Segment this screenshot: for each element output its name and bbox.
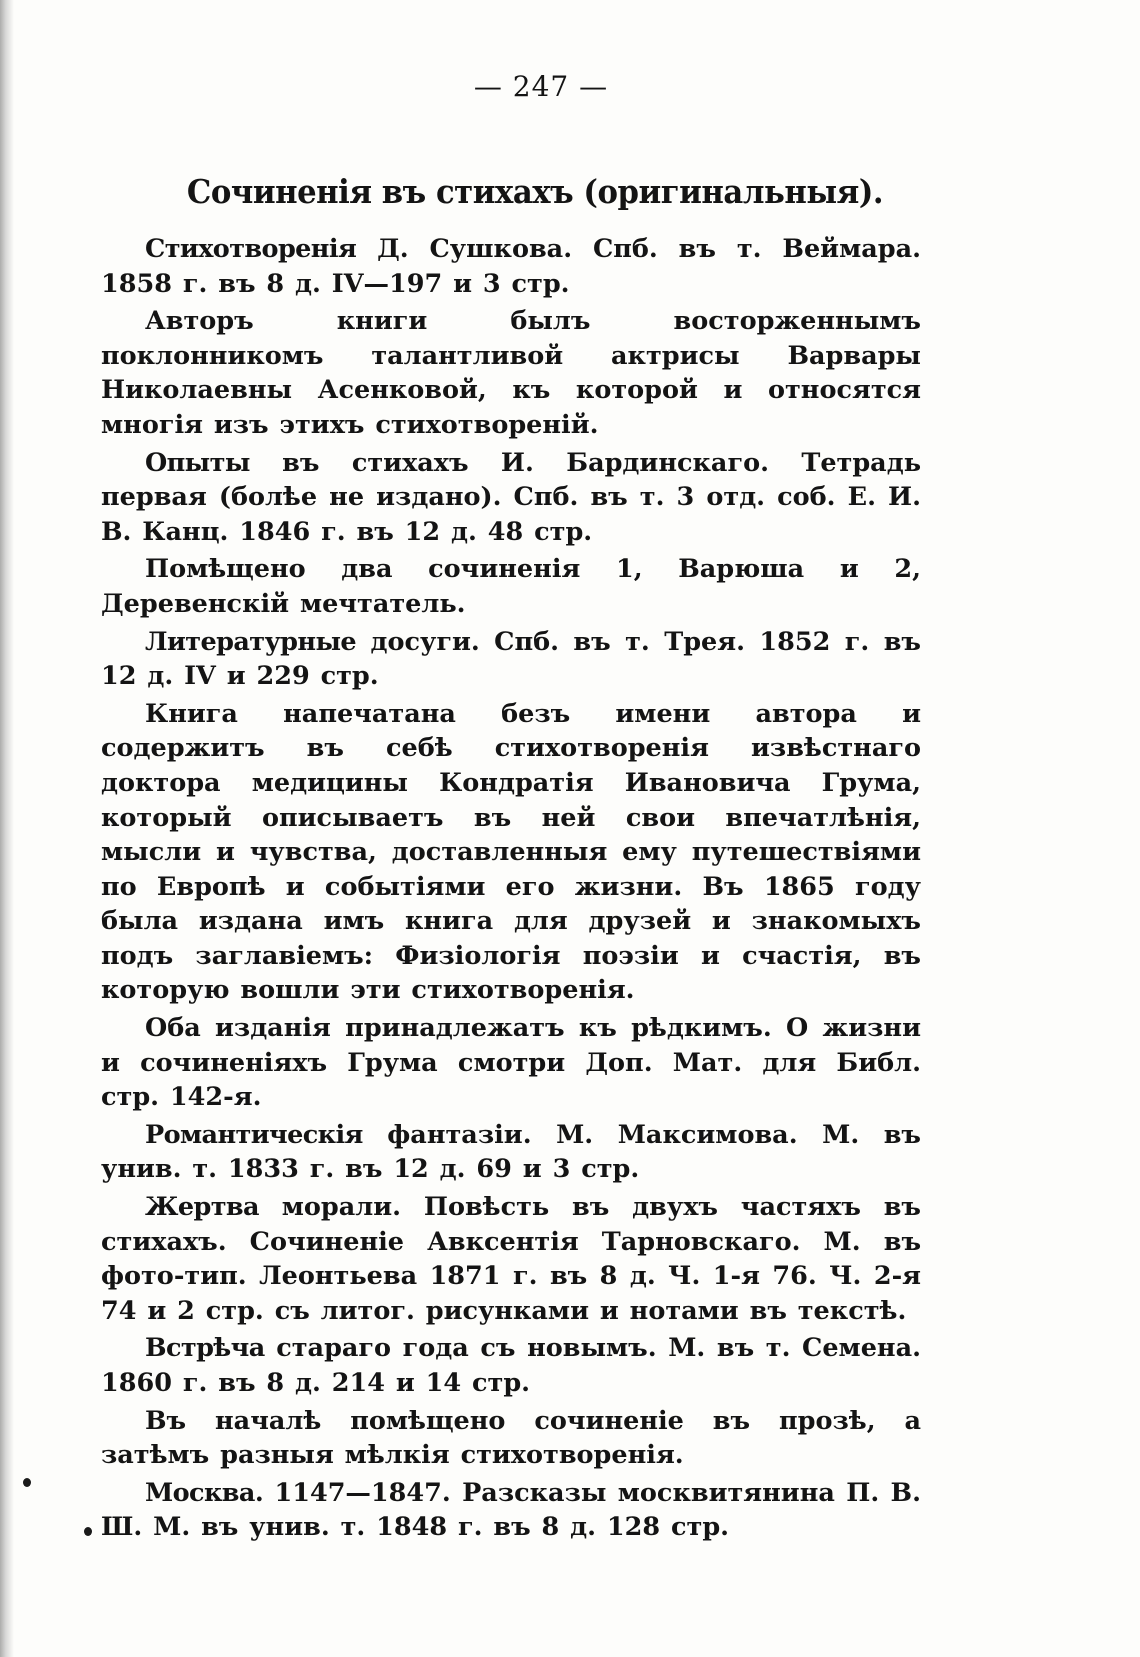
entry-title bbox=[101, 1331, 921, 1400]
entry-note: Помѣщено два сочиненія 1, Варюша и 2, Деревенскій мечтатель. bbox=[101, 554, 921, 619]
entry-rest: досуги. Спб. въ т. Трея. 1852 г. въ 12 д. IV и 229 стр. bbox=[101, 626, 921, 692]
entry-lead: Москва. bbox=[145, 1477, 264, 1508]
ink-speck bbox=[84, 1527, 92, 1536]
entry-lead: Жертва bbox=[145, 1192, 259, 1223]
entry-rest: морали. Повѣсть въ двухъ частяхъ въ стихахъ. Сочиненіе Авксентія Тарновскаго. М. въ фото-тип. Леонтьева 1871 г. въ 8 д. Ч. 1-я 76. Ч. 2-я 74 и 2 стр. съ литог. рисунками и нотами въ текстѣ. bbox=[101, 1192, 921, 1326]
entry-lead: Опыты bbox=[145, 447, 250, 478]
entry-lead: Литературные bbox=[145, 626, 357, 657]
entry-note: Авторъ книги былъ восторженнымъ поклонникомъ талантливой актрисы Варвары Николаевны Асенковой, къ которой и относятся многія изъ этихъ стихотвореній. bbox=[101, 306, 921, 440]
entry-title bbox=[101, 232, 921, 301]
entry-note: Книга напечатана безъ имени автора и содержитъ въ себѣ стихотворенія извѣстнаго доктора медицины Кондратія Ивановича Грума, который описываетъ въ ней свои впечатлѣнія, мысли и чувства, доставленныя ему путешествіями по Европѣ и событіями его жизни. Въ 1865 году была издана имъ книга для друзей и знакомыхъ подъ заглавіемъ: Физіологія поэзіи и счастія, въ которую вошли эти стихотворенія. bbox=[101, 698, 921, 1006]
page-number: — 247 — bbox=[473, 70, 609, 103]
entry-lead: Стихотворенія bbox=[145, 234, 357, 264]
entry-note: Въ началѣ помѣщено сочиненіе въ прозѣ, а затѣмъ разныя мѣлкія стихотворенія. bbox=[101, 1405, 921, 1471]
entry-list bbox=[101, 232, 921, 1548]
entry-rest: стараго года съ новымъ. М. въ т. Семена. 1860 г. въ 8 д. 214 и 14 стр. bbox=[101, 1333, 921, 1398]
ink-speck bbox=[23, 1478, 31, 1487]
entry-note: Оба изданія принадлежатъ къ рѣдкимъ. О жизни и сочиненіяхъ Грума смотри Доп. Мат. для Библ. стр. 142-я. bbox=[101, 1013, 921, 1113]
entry-rest: 1147—1847. Разсказы москвитянина П. В. Ш. М. въ унив. т. 1848 г. въ 8 д. 128 стр. bbox=[101, 1477, 921, 1543]
entry-title bbox=[101, 1476, 921, 1545]
entry-lead: Встрѣча bbox=[145, 1333, 265, 1364]
entry-title bbox=[101, 1118, 921, 1187]
entry-rest: Д. Сушкова. Спб. въ т. Веймара. 1858 г. въ 8 д. IV—197 и 3 стр. bbox=[101, 234, 921, 299]
entry-title bbox=[101, 1190, 921, 1328]
entry-rest: фантазіи. М. Максимова. М. въ унив. т. 1833 г. въ 12 д. 69 и 3 стр. bbox=[101, 1119, 921, 1185]
entry-rest: въ стихахъ И. Бардинскаго. Тетрадь первая (болѣе не издано). Спб. въ т. 3 отд. соб. Е. И. В. Канц. 1846 г. въ 12 д. 48 стр. bbox=[101, 447, 921, 547]
page-edge-shadow bbox=[0, 0, 14, 1657]
entry-lead: Романтическія bbox=[145, 1119, 363, 1150]
section-heading: Сочиненія въ стихахъ (оригинальныя). bbox=[186, 172, 884, 211]
entry-title bbox=[101, 625, 921, 694]
entry-title bbox=[101, 446, 921, 550]
